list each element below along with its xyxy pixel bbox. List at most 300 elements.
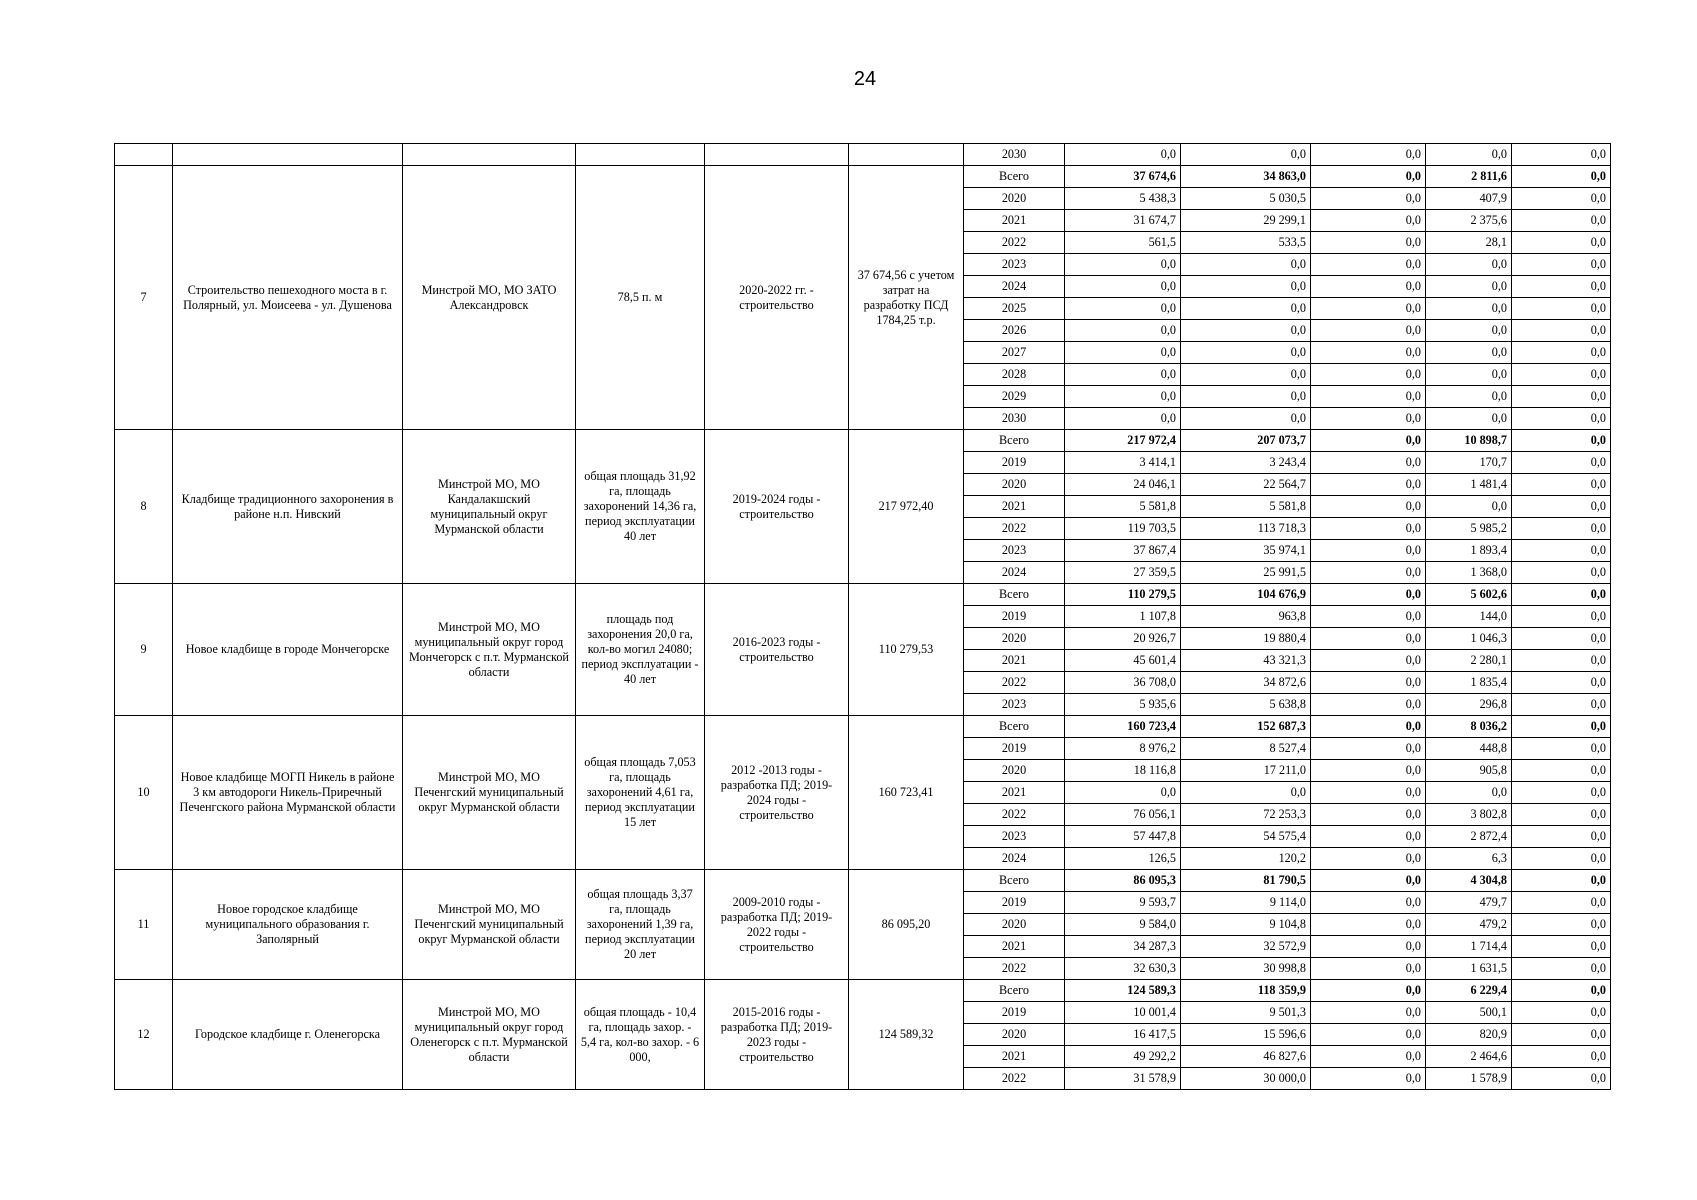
value-cell: 0,0 <box>1181 386 1311 408</box>
value-cell: 0,0 <box>1512 166 1611 188</box>
value-cell: 119 703,5 <box>1065 518 1181 540</box>
value-cell: 0,0 <box>1065 298 1181 320</box>
value-cell: 0,0 <box>1311 650 1426 672</box>
value-cell: 0,0 <box>1181 364 1311 386</box>
project-cost: 160 723,41 <box>849 716 964 870</box>
value-cell: 0,0 <box>1311 364 1426 386</box>
value-cell: 3 414,1 <box>1065 452 1181 474</box>
value-cell: 36 708,0 <box>1065 672 1181 694</box>
value-cell: 9 584,0 <box>1065 914 1181 936</box>
year-cell: 2023 <box>964 694 1065 716</box>
project-name: Кладбище традиционного захоронения в районе н.п. Нивский <box>173 430 403 584</box>
value-cell: 0,0 <box>1311 628 1426 650</box>
value-cell: 0,0 <box>1512 518 1611 540</box>
project-period: 2016-2023 годы - строительство <box>705 584 849 716</box>
value-cell: 2 375,6 <box>1426 210 1512 232</box>
value-cell: 120,2 <box>1181 848 1311 870</box>
value-cell: 0,0 <box>1311 826 1426 848</box>
value-cell: 0,0 <box>1065 408 1181 430</box>
value-cell: 2 872,4 <box>1426 826 1512 848</box>
value-cell: 0,0 <box>1065 276 1181 298</box>
value-cell: 5 438,3 <box>1065 188 1181 210</box>
value-cell: 5 638,8 <box>1181 694 1311 716</box>
value-cell: 46 827,6 <box>1181 1046 1311 1068</box>
value-cell: 0,0 <box>1311 782 1426 804</box>
value-cell: 0,0 <box>1426 496 1512 518</box>
value-cell: 0,0 <box>1512 914 1611 936</box>
value-cell: 0,0 <box>1311 804 1426 826</box>
value-cell: 479,2 <box>1426 914 1512 936</box>
year-cell: 2024 <box>964 276 1065 298</box>
value-cell: 0,0 <box>1311 892 1426 914</box>
value-cell: 0,0 <box>1512 738 1611 760</box>
value-cell: 0,0 <box>1311 1068 1426 1090</box>
value-cell: 0,0 <box>1065 342 1181 364</box>
value-cell: 0,0 <box>1311 254 1426 276</box>
year-cell: 2021 <box>964 936 1065 958</box>
year-cell: 2023 <box>964 540 1065 562</box>
value-cell: 0,0 <box>1065 144 1181 166</box>
value-cell: 0,0 <box>1181 254 1311 276</box>
project-name: Городское кладбище г. Оленегорска <box>173 980 403 1090</box>
value-cell: 29 299,1 <box>1181 210 1311 232</box>
value-cell: 1 893,4 <box>1426 540 1512 562</box>
value-cell: 0,0 <box>1311 408 1426 430</box>
continued-row <box>115 144 1611 166</box>
value-cell: 2 464,6 <box>1426 1046 1512 1068</box>
value-cell: 0,0 <box>1512 980 1611 1002</box>
value-cell: 34 872,6 <box>1181 672 1311 694</box>
value-cell: 0,0 <box>1311 386 1426 408</box>
value-cell: 34 287,3 <box>1065 936 1181 958</box>
project-number: 12 <box>115 980 173 1090</box>
year-cell: 2027 <box>964 342 1065 364</box>
year-cell: 2029 <box>964 386 1065 408</box>
value-cell: 1 578,9 <box>1426 1068 1512 1090</box>
value-cell: 0,0 <box>1311 430 1426 452</box>
value-cell: 0,0 <box>1512 474 1611 496</box>
value-cell: 1 714,4 <box>1426 936 1512 958</box>
year-cell: 2020 <box>964 628 1065 650</box>
value-cell: 25 991,5 <box>1181 562 1311 584</box>
value-cell: 22 564,7 <box>1181 474 1311 496</box>
year-cell: 2028 <box>964 364 1065 386</box>
value-cell: 0,0 <box>1311 232 1426 254</box>
value-cell: 0,0 <box>1512 496 1611 518</box>
value-cell: 0,0 <box>1311 276 1426 298</box>
value-cell: 561,5 <box>1065 232 1181 254</box>
value-cell: 0,0 <box>1512 430 1611 452</box>
value-cell: 0,0 <box>1512 936 1611 958</box>
year-cell: 2021 <box>964 650 1065 672</box>
value-cell: 3 243,4 <box>1181 452 1311 474</box>
value-cell: 5 602,6 <box>1426 584 1512 606</box>
value-cell: 0,0 <box>1311 694 1426 716</box>
project-name: Новое городское кладбище муниципального образования г. Заполярный <box>173 870 403 980</box>
value-cell: 8 527,4 <box>1181 738 1311 760</box>
value-cell: 8 976,2 <box>1065 738 1181 760</box>
year-cell: 2020 <box>964 474 1065 496</box>
value-cell: 0,0 <box>1512 650 1611 672</box>
value-cell: 0,0 <box>1311 298 1426 320</box>
value-cell: 126,5 <box>1065 848 1181 870</box>
value-cell: 207 073,7 <box>1181 430 1311 452</box>
value-cell: 0,0 <box>1512 1068 1611 1090</box>
year-cell: 2019 <box>964 1002 1065 1024</box>
value-cell: 113 718,3 <box>1181 518 1311 540</box>
value-cell: 0,0 <box>1512 584 1611 606</box>
value-cell: 54 575,4 <box>1181 826 1311 848</box>
value-cell: 37 674,6 <box>1065 166 1181 188</box>
value-cell: 0,0 <box>1512 1024 1611 1046</box>
project-cost: 86 095,20 <box>849 870 964 980</box>
value-cell: 0,0 <box>1311 914 1426 936</box>
project-number: 11 <box>115 870 173 980</box>
project-name: Новое кладбище МОГП Никель в районе 3 км автодороги Никель-Приречный Печенгского района Мурманской области <box>173 716 403 870</box>
year-cell: 2019 <box>964 738 1065 760</box>
value-cell: 407,9 <box>1426 188 1512 210</box>
value-cell: 118 359,9 <box>1181 980 1311 1002</box>
value-cell: 0,0 <box>1426 408 1512 430</box>
project-total-row <box>115 584 1611 606</box>
project-name: Строительство пешеходного моста в г. Полярный, ул. Моисеева - ул. Душенова <box>173 166 403 430</box>
value-cell: 19 880,4 <box>1181 628 1311 650</box>
project-total-row <box>115 870 1611 892</box>
value-cell: 1 835,4 <box>1426 672 1512 694</box>
value-cell: 18 116,8 <box>1065 760 1181 782</box>
value-cell: 0,0 <box>1512 892 1611 914</box>
value-cell: 0,0 <box>1512 298 1611 320</box>
value-cell: 170,7 <box>1426 452 1512 474</box>
year-cell: Всего <box>964 584 1065 606</box>
value-cell: 0,0 <box>1181 298 1311 320</box>
value-cell: 32 572,9 <box>1181 936 1311 958</box>
value-cell: 16 417,5 <box>1065 1024 1181 1046</box>
project-total-row <box>115 716 1611 738</box>
project-cost: 217 972,40 <box>849 430 964 584</box>
project-customer: Минстрой МО, МО ЗАТО Александровск <box>403 166 576 430</box>
value-cell: 0,0 <box>1311 496 1426 518</box>
value-cell: 0,0 <box>1512 672 1611 694</box>
value-cell: 0,0 <box>1311 958 1426 980</box>
project-number: 10 <box>115 716 173 870</box>
year-cell: 2020 <box>964 188 1065 210</box>
value-cell: 0,0 <box>1512 958 1611 980</box>
value-cell: 0,0 <box>1311 540 1426 562</box>
value-cell: 0,0 <box>1311 474 1426 496</box>
value-cell: 32 630,3 <box>1065 958 1181 980</box>
project-period: 2019-2024 годы - строительство <box>705 430 849 584</box>
value-cell: 0,0 <box>1512 342 1611 364</box>
value-cell: 49 292,2 <box>1065 1046 1181 1068</box>
value-cell: 76 056,1 <box>1065 804 1181 826</box>
financing-table <box>114 143 1611 1090</box>
value-cell: 57 447,8 <box>1065 826 1181 848</box>
value-cell: 0,0 <box>1311 562 1426 584</box>
year-cell: Всего <box>964 980 1065 1002</box>
value-cell: 0,0 <box>1512 232 1611 254</box>
project-number: 9 <box>115 584 173 716</box>
value-cell: 0,0 <box>1311 188 1426 210</box>
year-cell: 2030 <box>964 408 1065 430</box>
value-cell: 6,3 <box>1426 848 1512 870</box>
value-cell: 0,0 <box>1512 606 1611 628</box>
value-cell: 5 985,2 <box>1426 518 1512 540</box>
project-capacity: общая площадь - 10,4 га, площадь захор. - 5,4 га, кол-во захор. - 6 000, <box>576 980 705 1090</box>
value-cell: 0,0 <box>1065 364 1181 386</box>
project-customer: Минстрой МО, МО муниципальный округ город Мончегорск с п.т. Мурманской области <box>403 584 576 716</box>
value-cell: 1 481,4 <box>1426 474 1512 496</box>
year-cell: 2024 <box>964 848 1065 870</box>
value-cell: 30 998,8 <box>1181 958 1311 980</box>
value-cell: 963,8 <box>1181 606 1311 628</box>
year-cell: 2022 <box>964 1068 1065 1090</box>
year-cell: 2022 <box>964 804 1065 826</box>
value-cell: 0,0 <box>1512 254 1611 276</box>
value-cell: 9 104,8 <box>1181 914 1311 936</box>
value-cell: 35 974,1 <box>1181 540 1311 562</box>
year-cell: Всего <box>964 166 1065 188</box>
value-cell: 1 107,8 <box>1065 606 1181 628</box>
value-cell: 2 280,1 <box>1426 650 1512 672</box>
year-cell: Всего <box>964 430 1065 452</box>
value-cell: 479,7 <box>1426 892 1512 914</box>
value-cell: 0,0 <box>1512 562 1611 584</box>
year-cell: 2020 <box>964 914 1065 936</box>
value-cell: 0,0 <box>1512 716 1611 738</box>
year-cell: 2021 <box>964 496 1065 518</box>
value-cell: 160 723,4 <box>1065 716 1181 738</box>
value-cell: 0,0 <box>1426 364 1512 386</box>
value-cell: 448,8 <box>1426 738 1512 760</box>
value-cell: 296,8 <box>1426 694 1512 716</box>
value-cell: 0,0 <box>1512 870 1611 892</box>
project-customer: Минстрой МО, МО Кандалакшский муниципальный округ Мурманской области <box>403 430 576 584</box>
year-cell: 2021 <box>964 1046 1065 1068</box>
value-cell: 0,0 <box>1426 386 1512 408</box>
value-cell: 10 898,7 <box>1426 430 1512 452</box>
value-cell: 0,0 <box>1426 298 1512 320</box>
value-cell: 820,9 <box>1426 1024 1512 1046</box>
project-capacity: площадь под захоронения 20,0 га, кол-во могил 24080; период эксплуатации - 40 лет <box>576 584 705 716</box>
value-cell: 0,0 <box>1426 144 1512 166</box>
value-cell: 0,0 <box>1311 144 1426 166</box>
value-cell: 37 867,4 <box>1065 540 1181 562</box>
value-cell: 0,0 <box>1512 540 1611 562</box>
project-total-row <box>115 430 1611 452</box>
year-cell: 2022 <box>964 518 1065 540</box>
project-total-row <box>115 166 1611 188</box>
value-cell: 0,0 <box>1512 210 1611 232</box>
project-period: 2012 -2013 годы - разработка ПД; 2019-2024 годы - строительство <box>705 716 849 870</box>
page-number: 24 <box>853 68 877 90</box>
project-period: 2015-2016 годы - разработка ПД; 2019-2023 годы - строительство <box>705 980 849 1090</box>
year-cell: 2030 <box>964 144 1065 166</box>
value-cell: 0,0 <box>1426 342 1512 364</box>
value-cell: 0,0 <box>1512 1002 1611 1024</box>
value-cell: 533,5 <box>1181 232 1311 254</box>
year-cell: 2024 <box>964 562 1065 584</box>
value-cell: 9 114,0 <box>1181 892 1311 914</box>
value-cell: 0,0 <box>1311 870 1426 892</box>
value-cell: 17 211,0 <box>1181 760 1311 782</box>
value-cell: 6 229,4 <box>1426 980 1512 1002</box>
value-cell: 0,0 <box>1426 254 1512 276</box>
project-cost: 37 674,56 с учетом затрат на разработку ПСД 1784,25 т.р. <box>849 166 964 430</box>
value-cell: 0,0 <box>1512 386 1611 408</box>
value-cell: 2 811,6 <box>1426 166 1512 188</box>
value-cell: 0,0 <box>1311 342 1426 364</box>
value-cell: 0,0 <box>1311 166 1426 188</box>
value-cell: 0,0 <box>1512 826 1611 848</box>
value-cell: 0,0 <box>1065 254 1181 276</box>
value-cell: 5 935,6 <box>1065 694 1181 716</box>
project-customer: Минстрой МО, МО Печенгский муниципальный округ Мурманской области <box>403 716 576 870</box>
year-cell: Всего <box>964 716 1065 738</box>
value-cell: 0,0 <box>1512 188 1611 210</box>
value-cell: 0,0 <box>1311 760 1426 782</box>
value-cell: 1 368,0 <box>1426 562 1512 584</box>
project-capacity: общая площадь 7,053 га, площадь захоронений 4,61 га, период эксплуатации 15 лет <box>576 716 705 870</box>
value-cell: 0,0 <box>1512 694 1611 716</box>
value-cell: 0,0 <box>1311 320 1426 342</box>
value-cell: 24 046,1 <box>1065 474 1181 496</box>
value-cell: 0,0 <box>1181 408 1311 430</box>
value-cell: 0,0 <box>1512 452 1611 474</box>
value-cell: 10 001,4 <box>1065 1002 1181 1024</box>
value-cell: 124 589,3 <box>1065 980 1181 1002</box>
value-cell: 31 674,7 <box>1065 210 1181 232</box>
value-cell: 110 279,5 <box>1065 584 1181 606</box>
project-customer: Минстрой МО, МО муниципальный округ город Оленегорск с п.т. Мурманской области <box>403 980 576 1090</box>
project-period: 2020-2022 гг. - строительство <box>705 166 849 430</box>
project-customer: Минстрой МО, МО Печенгский муниципальный округ Мурманской области <box>403 870 576 980</box>
value-cell: 0,0 <box>1181 782 1311 804</box>
year-cell: 2020 <box>964 760 1065 782</box>
value-cell: 0,0 <box>1311 1024 1426 1046</box>
value-cell: 0,0 <box>1065 386 1181 408</box>
year-cell: 2020 <box>964 1024 1065 1046</box>
value-cell: 0,0 <box>1512 408 1611 430</box>
value-cell: 0,0 <box>1311 936 1426 958</box>
value-cell: 0,0 <box>1426 276 1512 298</box>
value-cell: 0,0 <box>1311 848 1426 870</box>
year-cell: 2023 <box>964 826 1065 848</box>
value-cell: 152 687,3 <box>1181 716 1311 738</box>
year-cell: 2021 <box>964 782 1065 804</box>
value-cell: 0,0 <box>1311 518 1426 540</box>
value-cell: 27 359,5 <box>1065 562 1181 584</box>
value-cell: 15 596,6 <box>1181 1024 1311 1046</box>
project-capacity: общая площадь 3,37 га, площадь захоронений 1,39 га, период эксплуатации 20 лет <box>576 870 705 980</box>
value-cell: 28,1 <box>1426 232 1512 254</box>
value-cell: 0,0 <box>1065 320 1181 342</box>
value-cell: 0,0 <box>1181 276 1311 298</box>
value-cell: 1 046,3 <box>1426 628 1512 650</box>
project-number: 7 <box>115 166 173 430</box>
project-cost: 110 279,53 <box>849 584 964 716</box>
value-cell: 0,0 <box>1311 584 1426 606</box>
value-cell: 0,0 <box>1181 342 1311 364</box>
value-cell: 144,0 <box>1426 606 1512 628</box>
value-cell: 81 790,5 <box>1181 870 1311 892</box>
value-cell: 0,0 <box>1311 1046 1426 1068</box>
value-cell: 20 926,7 <box>1065 628 1181 650</box>
year-cell: 2019 <box>964 452 1065 474</box>
year-cell: 2019 <box>964 606 1065 628</box>
value-cell: 0,0 <box>1512 760 1611 782</box>
value-cell: 0,0 <box>1311 210 1426 232</box>
value-cell: 0,0 <box>1311 606 1426 628</box>
value-cell: 0,0 <box>1512 628 1611 650</box>
value-cell: 0,0 <box>1512 276 1611 298</box>
value-cell: 905,8 <box>1426 760 1512 782</box>
value-cell: 0,0 <box>1311 980 1426 1002</box>
year-cell: 2022 <box>964 232 1065 254</box>
project-number: 8 <box>115 430 173 584</box>
value-cell: 0,0 <box>1512 782 1611 804</box>
project-capacity: 78,5 п. м <box>576 166 705 430</box>
project-total-row <box>115 980 1611 1002</box>
value-cell: 9 501,3 <box>1181 1002 1311 1024</box>
value-cell: 0,0 <box>1311 716 1426 738</box>
value-cell: 0,0 <box>1426 782 1512 804</box>
year-cell: 2023 <box>964 254 1065 276</box>
value-cell: 5 030,5 <box>1181 188 1311 210</box>
value-cell: 43 321,3 <box>1181 650 1311 672</box>
value-cell: 0,0 <box>1311 452 1426 474</box>
value-cell: 0,0 <box>1181 144 1311 166</box>
value-cell: 0,0 <box>1065 782 1181 804</box>
value-cell: 0,0 <box>1311 1002 1426 1024</box>
project-cost: 124 589,32 <box>849 980 964 1090</box>
value-cell: 34 863,0 <box>1181 166 1311 188</box>
project-period: 2009-2010 годы - разработка ПД; 2019-2022 годы - строительство <box>705 870 849 980</box>
value-cell: 31 578,9 <box>1065 1068 1181 1090</box>
value-cell: 217 972,4 <box>1065 430 1181 452</box>
year-cell: Всего <box>964 870 1065 892</box>
project-name: Новое кладбище в городе Мончегорске <box>173 584 403 716</box>
value-cell: 86 095,3 <box>1065 870 1181 892</box>
value-cell: 0,0 <box>1512 804 1611 826</box>
year-cell: 2021 <box>964 210 1065 232</box>
value-cell: 4 304,8 <box>1426 870 1512 892</box>
value-cell: 0,0 <box>1512 1046 1611 1068</box>
year-cell: 2025 <box>964 298 1065 320</box>
value-cell: 0,0 <box>1512 320 1611 342</box>
value-cell: 0,0 <box>1426 320 1512 342</box>
project-capacity: общая площадь 31,92 га, площадь захоронений 14,36 га, период эксплуатации 40 лет <box>576 430 705 584</box>
value-cell: 0,0 <box>1311 738 1426 760</box>
value-cell: 0,0 <box>1512 848 1611 870</box>
value-cell: 5 581,8 <box>1181 496 1311 518</box>
value-cell: 1 631,5 <box>1426 958 1512 980</box>
value-cell: 30 000,0 <box>1181 1068 1311 1090</box>
value-cell: 3 802,8 <box>1426 804 1512 826</box>
year-cell: 2022 <box>964 672 1065 694</box>
year-cell: 2026 <box>964 320 1065 342</box>
value-cell: 500,1 <box>1426 1002 1512 1024</box>
value-cell: 9 593,7 <box>1065 892 1181 914</box>
value-cell: 8 036,2 <box>1426 716 1512 738</box>
value-cell: 0,0 <box>1181 320 1311 342</box>
value-cell: 0,0 <box>1512 144 1611 166</box>
value-cell: 0,0 <box>1311 672 1426 694</box>
value-cell: 72 253,3 <box>1181 804 1311 826</box>
value-cell: 0,0 <box>1512 364 1611 386</box>
year-cell: 2022 <box>964 958 1065 980</box>
value-cell: 5 581,8 <box>1065 496 1181 518</box>
